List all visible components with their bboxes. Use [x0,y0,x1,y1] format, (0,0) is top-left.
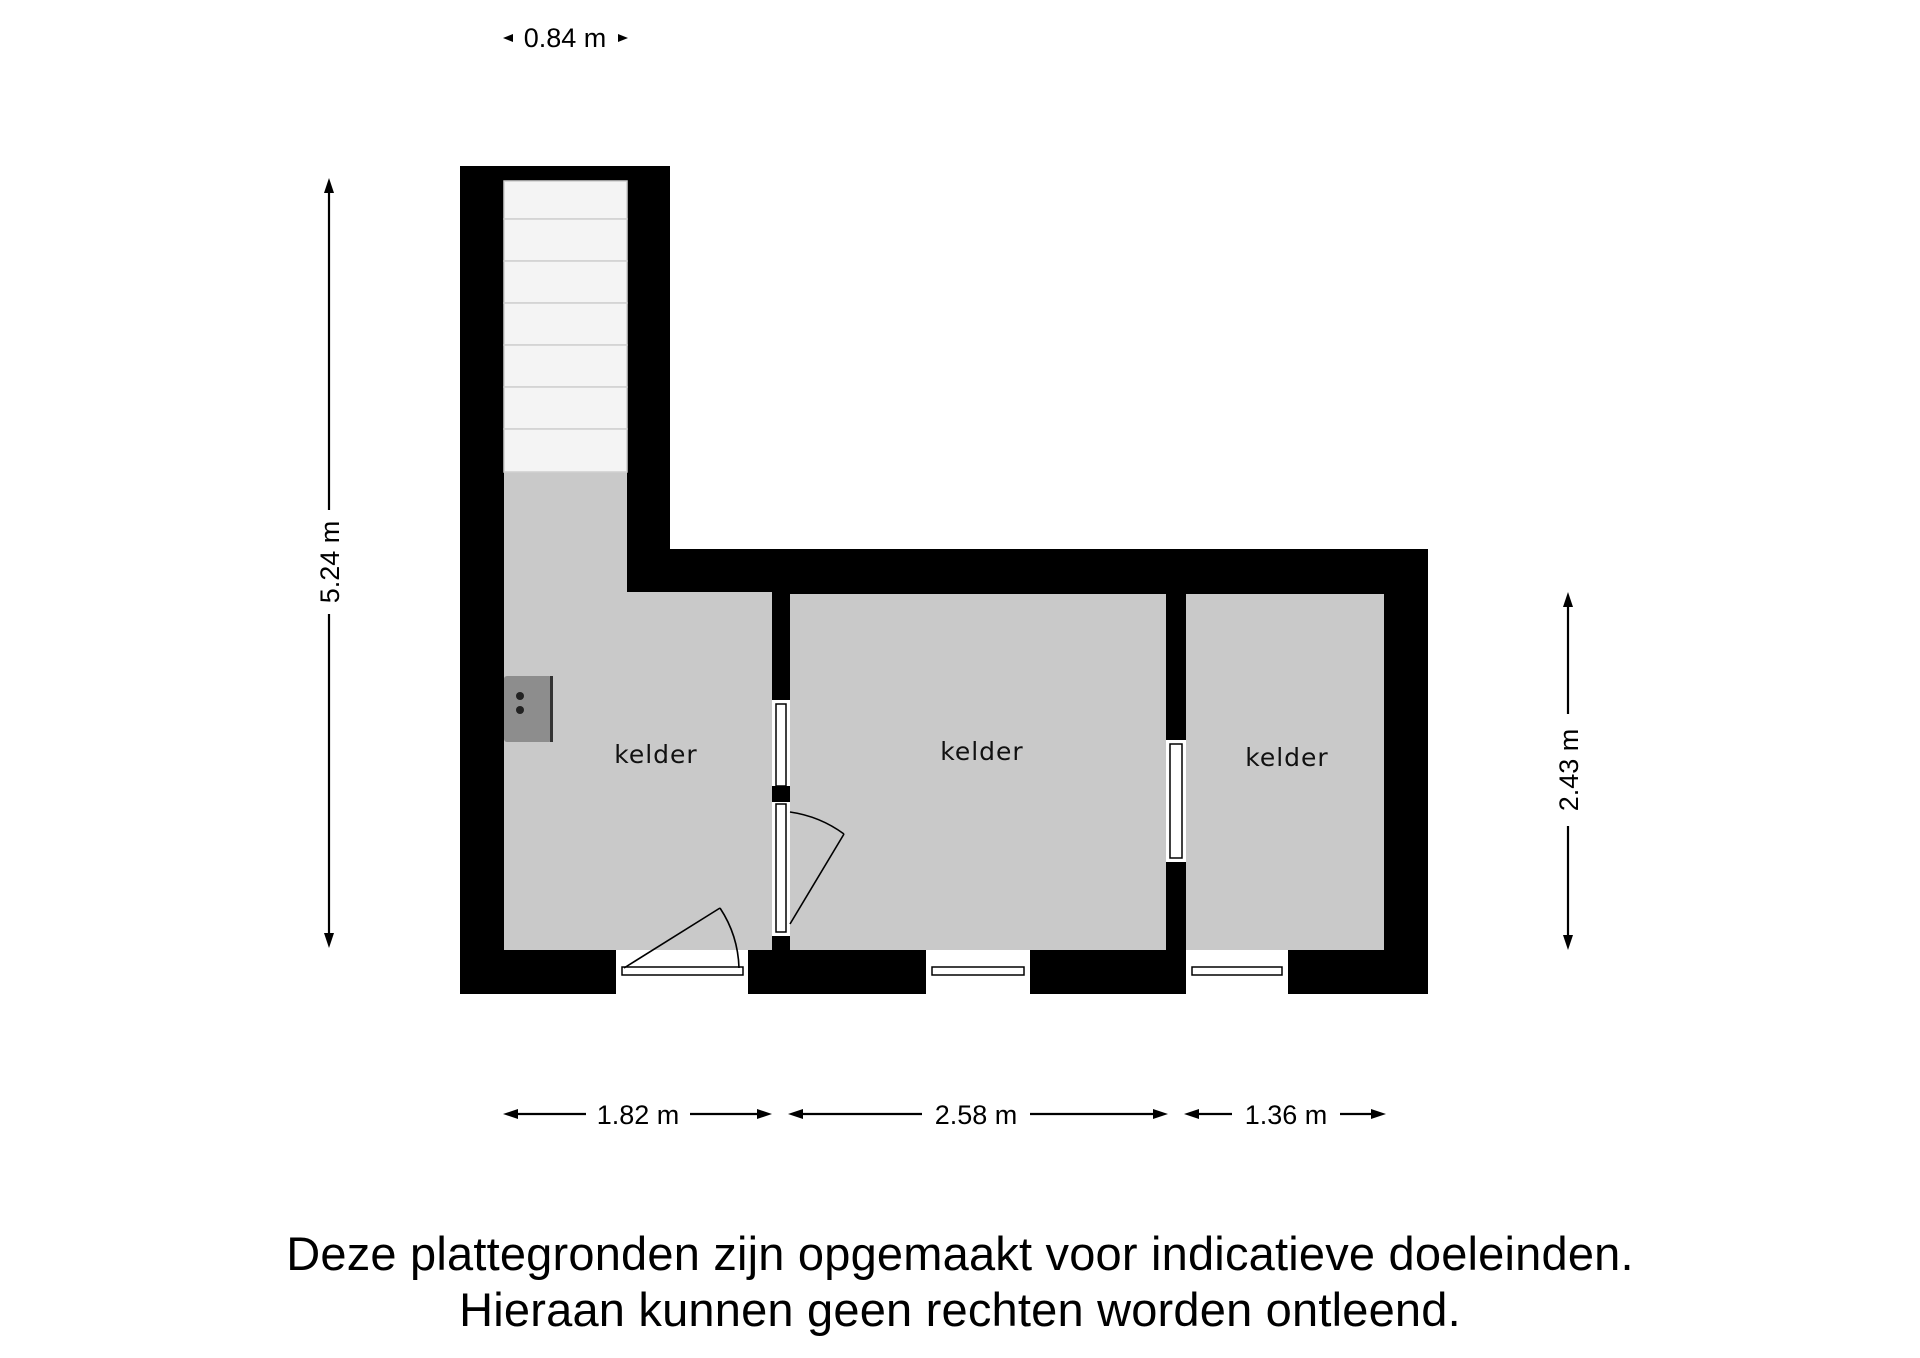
arrowhead-right [757,1109,772,1119]
sink [504,676,553,742]
room-label-3: kelder [1245,743,1329,772]
arrowhead-right [1371,1109,1386,1119]
stair-step [504,303,627,345]
sink-edge [550,676,553,742]
dimension-label-top-width: 0.84 m [523,23,607,53]
door-frame-room-1-2-upper [776,704,786,786]
dimension-label-room-1: 1.82 m [596,1100,680,1130]
door-jamb [772,786,790,802]
window-frame-room-2 [932,967,1024,975]
stair-step [504,429,627,472]
opening-frame-room-2-3 [1170,744,1182,858]
sink-drain [516,706,524,714]
floor-room-2 [790,594,1166,950]
dimension-bottom-room-1 [503,1100,772,1130]
door-frame-room-1 [622,967,743,975]
arrowhead-up [1563,592,1573,607]
dimension-right-height [1554,592,1584,950]
arrowhead-down [1563,935,1573,950]
arrowhead-left [503,1109,518,1119]
stair-step [504,219,627,261]
arrowhead-left [503,34,513,42]
arrowhead-right [618,34,628,42]
arrowhead-up [324,178,334,193]
arrowhead-left [1184,1109,1199,1119]
room-label-1: kelder [614,740,698,769]
dimension-label-room-2: 2.58 m [934,1100,1018,1130]
floor-room-1 [504,592,772,950]
dimension-left-height [315,178,345,948]
bottom-openings [616,950,1288,994]
dimension-bottom-room-3 [1184,1100,1386,1130]
staircase [504,181,627,472]
stair-step [504,261,627,303]
stair-step [504,387,627,429]
stair-step [504,181,627,219]
dimension-bottom-room-2 [788,1100,1168,1130]
room-label-2: kelder [940,737,1024,766]
dimension-label-right-height: 2.43 m [1554,728,1584,812]
door-frame-room-1-2-lower [776,804,786,932]
window-frame-room-3 [1192,967,1282,975]
arrowhead-right [1153,1109,1168,1119]
sink-basin [504,676,552,742]
dimension-top-width [503,23,628,53]
floor-room-3 [1186,594,1384,950]
stair-step [504,345,627,387]
arrowhead-left [788,1109,803,1119]
sink-drain [516,692,524,700]
disclaimer-line-2: Hieraan kunnen geen rechten worden ontleend. [459,1283,1461,1336]
arrowhead-down [324,933,334,948]
floor-stair-corridor [504,472,627,592]
disclaimer-line-1: Deze plattegronden zijn opgemaakt voor indicatieve doeleinden. [286,1227,1634,1280]
dimension-label-left-height: 5.24 m [315,520,345,604]
dimension-label-room-3: 1.36 m [1244,1100,1328,1130]
